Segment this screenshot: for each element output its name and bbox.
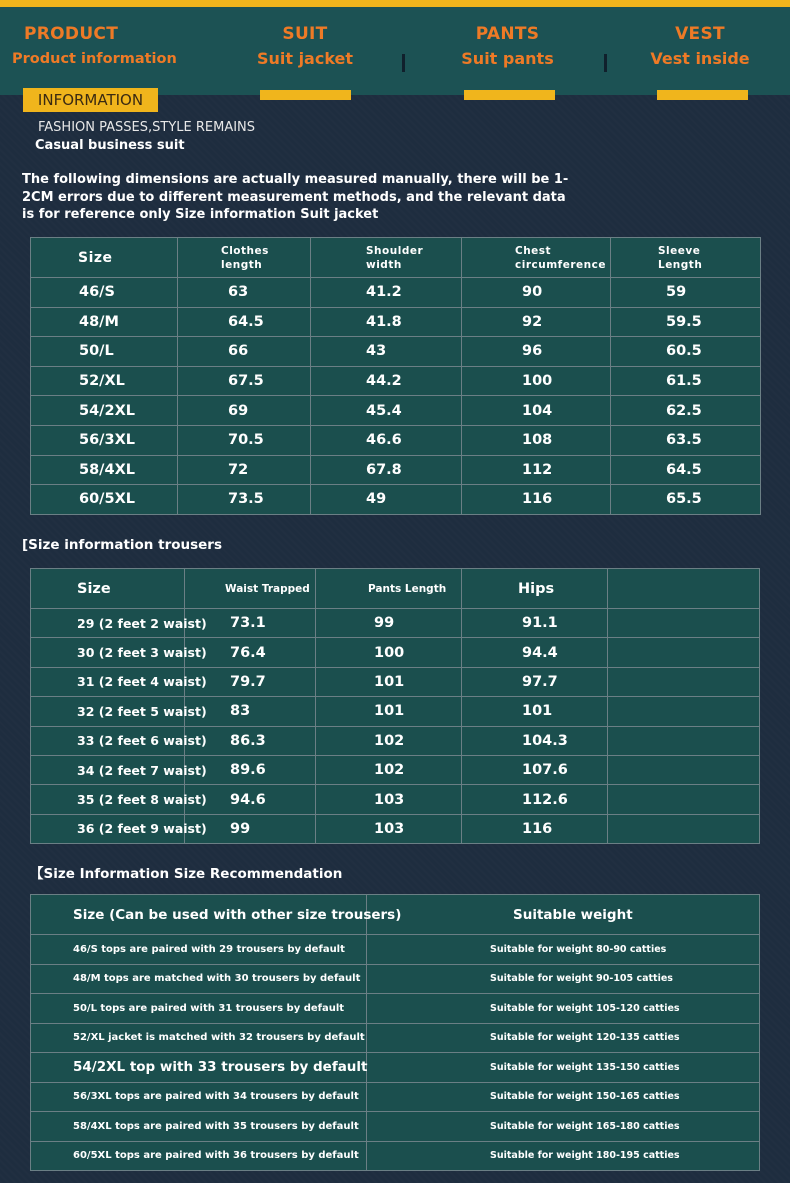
header-underline [260,90,351,100]
table-cell: 73.1 [185,609,316,638]
table-row [31,755,760,784]
table-cell: 48/M tops are matched with 30 trousers by default [31,964,367,994]
table-cell: 107.6 [462,755,608,784]
header-title: PANTS [475,24,540,44]
header-subtitle: Suit jacket [256,49,354,68]
table-cell [608,755,760,784]
table-cell: 96 [462,337,611,367]
table-cell: 46.6 [311,425,462,455]
table-cell: 108 [462,425,611,455]
table-cell: 54/2XL top with 33 trousers by default [31,1053,367,1083]
table-cell: 49 [311,485,462,515]
subtitle: Casual business suit [35,138,185,153]
table-cell: 73.5 [178,485,311,515]
header-cell: Suitable weight [367,895,760,935]
table-cell: 72 [178,455,311,485]
header-cell: Size [31,569,185,609]
table-cell: Suitable for weight 120-135 catties [367,1023,760,1053]
header-title: VEST [675,24,725,44]
table-row [31,366,761,396]
header-label: Chest circumference [515,244,606,271]
table-cell: 56/3XL tops are paired with 34 trousers by default [31,1082,367,1112]
table-cell: 102 [316,726,462,755]
table-cell: 46/S tops are paired with 29 trousers by default [31,935,367,965]
table-row [31,278,761,308]
header-subtitle: Product information [12,51,177,67]
table-cell: 30 (2 feet 3 waist) [31,638,185,667]
header-separator [604,54,607,72]
top-accent-bar [0,0,790,7]
table-cell: 100 [462,366,611,396]
header-title: SUIT [282,24,328,44]
table-cell: 86.3 [185,726,316,755]
table-row [31,697,760,726]
recommendation-section-title: 【Size Information Size Recommendation [30,866,343,882]
table-cell: Suitable for weight 80-90 catties [367,935,760,965]
table-cell: 104 [462,396,611,426]
table-cell: 61.5 [611,366,761,396]
table-cell: 112 [462,455,611,485]
header-underline [657,90,748,100]
table-cell: 50/L [31,337,178,367]
table-cell: 34 (2 feet 7 waist) [31,755,185,784]
table-cell [608,726,760,755]
header-label: Sleeve Length [658,244,703,271]
tagline: FASHION PASSES,STYLE REMAINS [38,120,256,135]
trousers-section-title: [Size information trousers [22,537,223,553]
table-row [31,455,761,485]
table-row [31,337,761,367]
table-cell: 52/XL jacket is matched with 32 trousers by default [31,1023,367,1053]
table-cell [608,609,760,638]
table-row [31,1141,760,1171]
table-cell: 31 (2 feet 4 waist) [31,667,185,696]
header-cell: Size (Can be used with other size trousers) [31,895,367,935]
table-row [31,814,760,843]
table-cell [608,638,760,667]
table-cell: 33 (2 feet 6 waist) [31,726,185,755]
header-cell [608,569,760,609]
table-cell [608,785,760,814]
size-recommendation-table [30,894,760,1171]
table-cell [608,697,760,726]
table-cell: 99 [316,609,462,638]
table-row [31,425,761,455]
table-cell: 65.5 [611,485,761,515]
table-row [31,1112,760,1142]
table-cell: 60.5 [611,337,761,367]
table-cell: 99 [185,814,316,843]
table-cell: 29 (2 feet 2 waist) [31,609,185,638]
table-row [31,935,760,965]
table-cell: Suitable for weight 135-150 catties [367,1053,760,1083]
table-row [31,396,761,426]
table-cell: Suitable for weight 165-180 catties [367,1112,760,1142]
table-cell: 60/5XL tops are paired with 36 trousers by default [31,1141,367,1171]
table-cell: 64.5 [178,307,311,337]
table-row [31,726,760,755]
table-cell: 43 [311,337,462,367]
table-cell: 54/2XL [31,396,178,426]
table-row [31,609,760,638]
table-cell: 112.6 [462,785,608,814]
table-cell: 92 [462,307,611,337]
table-cell: 66 [178,337,311,367]
table-cell: 103 [316,814,462,843]
intro-text: The following dimensions are actually measured manually, there will be 1-2CM errors due to different measurement methods, and the relevant data is for reference only Size information Suit jacket [22,172,569,222]
header-separator [402,54,405,72]
table-cell [608,814,760,843]
table-row [31,638,760,667]
header-cell [611,238,761,278]
table-row [31,307,761,337]
table-cell: 60/5XL [31,485,178,515]
header-subtitle: Vest inside [650,49,750,68]
information-badge: INFORMATION [23,88,158,112]
trousers-size-table [30,568,760,844]
table-cell: 83 [185,697,316,726]
table-cell: 67.8 [311,455,462,485]
table-cell: 52/XL [31,366,178,396]
table-cell [608,667,760,696]
table-cell: 35 (2 feet 8 waist) [31,785,185,814]
header-col-suit [250,24,360,68]
table-cell: 101 [462,697,608,726]
header-cell: Pants Length [316,569,462,609]
table-row [31,994,760,1024]
product-header [0,7,790,109]
table-cell: 101 [316,697,462,726]
table-row [31,1023,760,1053]
table-cell: 76.4 [185,638,316,667]
table-cell: 100 [316,638,462,667]
table-cell: 45.4 [311,396,462,426]
table-cell: 90 [462,278,611,308]
header-label: Clothes length [221,244,269,271]
table-cell: 116 [462,814,608,843]
table-cell: 58/4XL [31,455,178,485]
table-cell: 69 [178,396,311,426]
table-row [31,1053,760,1083]
header-cell [462,238,611,278]
table-cell: 79.7 [185,667,316,696]
table-cell: 36 (2 feet 9 waist) [31,814,185,843]
header-title: PRODUCT [24,24,119,44]
table-cell: 102 [316,755,462,784]
table-cell: 41.2 [311,278,462,308]
header-cell [311,238,462,278]
table-cell: 64.5 [611,455,761,485]
header-cell: Size [31,238,178,278]
header-underline [464,90,555,100]
table-cell: Suitable for weight 150-165 catties [367,1082,760,1112]
table-row [31,1082,760,1112]
table-row [31,785,760,814]
table-cell: 94.4 [462,638,608,667]
table-cell: 103 [316,785,462,814]
table-cell: 91.1 [462,609,608,638]
table-cell: 50/L tops are paired with 31 trousers by default [31,994,367,1024]
table-cell: 70.5 [178,425,311,455]
table-cell: Suitable for weight 105-120 catties [367,994,760,1024]
table-cell: 62.5 [611,396,761,426]
header-col-vest [645,24,755,68]
table-cell: 101 [316,667,462,696]
header-cell: Hips [462,569,608,609]
header-cell [178,238,311,278]
header-cell: Waist Trapped [185,569,316,609]
table-cell: 32 (2 feet 5 waist) [31,697,185,726]
header-col-pants [455,24,560,68]
table-cell: 97.7 [462,667,608,696]
table-cell: 104.3 [462,726,608,755]
table-cell: 63 [178,278,311,308]
jacket-size-table [30,237,761,515]
table-cell: 48/M [31,307,178,337]
table-row [31,485,761,515]
table-cell: 41.8 [311,307,462,337]
table-cell: 116 [462,485,611,515]
table-cell: 58/4XL tops are paired with 35 trousers by default [31,1112,367,1142]
table-header-row [31,238,761,278]
header-col-product [0,24,177,67]
table-header-row [31,569,760,609]
table-cell: 46/S [31,278,178,308]
table-cell: 56/3XL [31,425,178,455]
table-cell: 94.6 [185,785,316,814]
table-cell: Suitable for weight 180-195 catties [367,1141,760,1171]
table-cell: 67.5 [178,366,311,396]
table-cell: 44.2 [311,366,462,396]
table-cell: 89.6 [185,755,316,784]
table-cell: Suitable for weight 90-105 catties [367,964,760,994]
table-cell: 63.5 [611,425,761,455]
header-subtitle: Suit pants [461,49,554,68]
table-cell: 59 [611,278,761,308]
table-row [31,667,760,696]
table-header-row [31,895,760,935]
header-label: Shoulder width [366,244,424,271]
table-row [31,964,760,994]
table-cell: 59.5 [611,307,761,337]
